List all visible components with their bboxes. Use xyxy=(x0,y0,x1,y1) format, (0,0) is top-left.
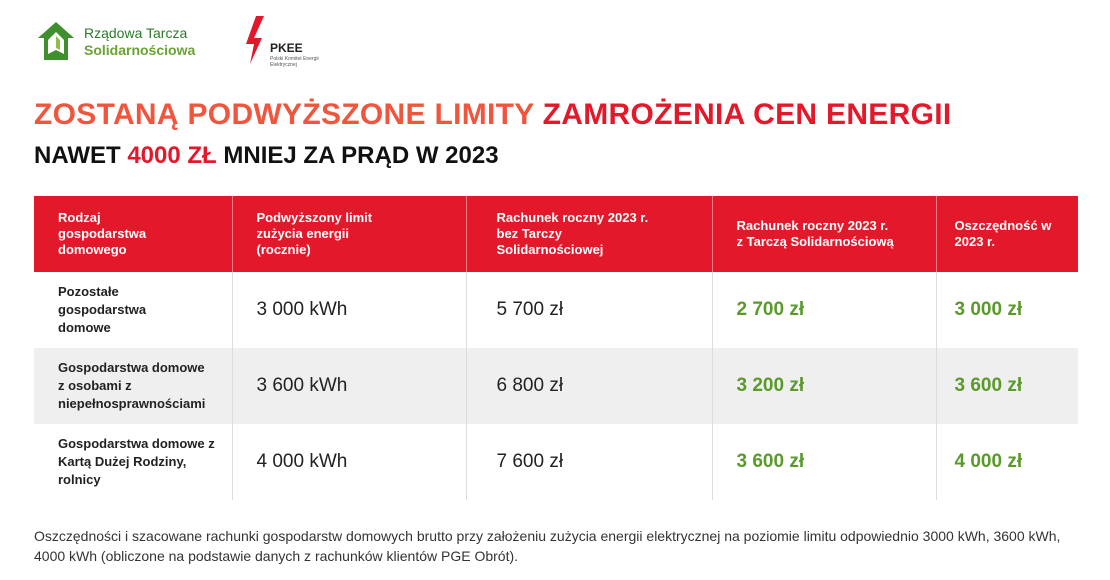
cell-savings: 4 000 zł xyxy=(936,424,1078,500)
rzadowa-tarcza-logo xyxy=(36,20,195,64)
rts-line1: Rządowa Tarcza xyxy=(84,25,188,41)
cell-limit: 4 000 kWh xyxy=(232,424,466,500)
table-row xyxy=(34,424,1078,500)
headline-part2: ZAMROŻENIA CEN ENERGII xyxy=(542,98,952,131)
cell-household-type: Gospodarstwa domowe z osobami z niepełnosprawnościami xyxy=(34,348,232,424)
cell-bill-with: 3 200 zł xyxy=(712,348,936,424)
headline-part1: ZOSTANĄ PODWYŻSZONE LIMITY xyxy=(34,98,543,131)
header-household-type: Rodzaj gospodarstwa domowego xyxy=(34,196,232,272)
house-shield-icon xyxy=(36,20,76,64)
cell-bill-without: 6 800 zł xyxy=(466,348,712,424)
header-bill-with: Rachunek roczny 2023 r. z Tarczą Solidarnościową xyxy=(712,196,936,272)
rts-line2: Solidarnościowa xyxy=(84,42,196,58)
footnote: Oszczędności i szacowane rachunki gospodarstw domowych brutto przy założeniu zużycia energii elektrycznej na poziomie limitu odpowiednio 3000 kWh, 3600 kWh, 4000 kWh (obliczone na podstawie danych z rachunków klientów PGE Obrót). xyxy=(34,528,1061,564)
pkee-mark-icon xyxy=(246,16,268,64)
cell-bill-with: 3 600 zł xyxy=(712,424,936,500)
table-header-row xyxy=(34,196,1078,272)
cell-bill-without: 7 600 zł xyxy=(466,424,712,500)
pkee-logo xyxy=(246,16,366,76)
header-limit: Podwyższony limit zużycia energii (rocznie) xyxy=(232,196,466,272)
subheadline xyxy=(34,142,499,170)
subhead-part1: NAWET xyxy=(34,142,128,169)
subhead-amount: 4000 ZŁ xyxy=(127,142,217,169)
cell-household-type: Gospodarstwa domowe z Kartą Dużej Rodziny, rolnicy xyxy=(34,424,232,500)
pkee-name: PKEE xyxy=(270,41,303,55)
pkee-subtitle: Polski Komitet Energii Elektrycznej xyxy=(270,56,319,68)
logo-bar xyxy=(36,16,436,76)
cell-savings: 3 600 zł xyxy=(936,348,1078,424)
cell-limit: 3 000 kWh xyxy=(232,272,466,348)
cell-bill-without: 5 700 zł xyxy=(466,272,712,348)
table-row xyxy=(34,348,1078,424)
cell-savings: 3 000 zł xyxy=(936,272,1078,348)
header-savings: Oszczędność w 2023 r. xyxy=(936,196,1078,272)
cell-bill-with: 2 700 zł xyxy=(712,272,936,348)
headline xyxy=(34,98,952,132)
header-bill-without: Rachunek roczny 2023 r. bez Tarczy Solidarnościowej xyxy=(466,196,712,272)
table-row xyxy=(34,272,1078,348)
savings-table xyxy=(34,196,1078,500)
subhead-part3: MNIEJ ZA PRĄD W 2023 xyxy=(216,142,499,169)
cell-limit: 3 600 kWh xyxy=(232,348,466,424)
cell-household-type: Pozostałe gospodarstwa domowe xyxy=(34,272,232,348)
